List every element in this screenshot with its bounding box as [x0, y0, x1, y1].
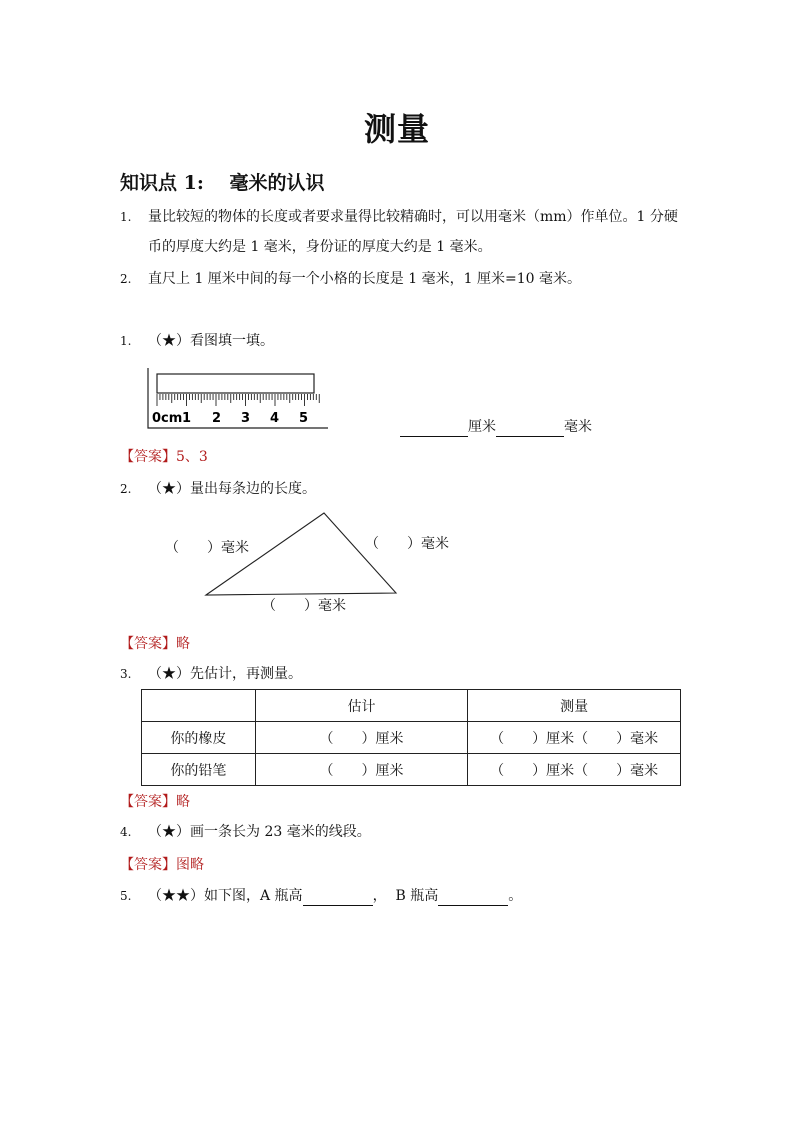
row-measure[interactable]: （ ）厘米（ ）毫米 [468, 722, 681, 754]
row-estimate[interactable]: （ ）厘米 [255, 722, 468, 754]
q2-answer: 【答案】略 [120, 636, 190, 652]
q1-number: 1. [120, 334, 132, 348]
ruler-label-2: 2 [212, 411, 222, 426]
page-title: 测量 [363, 110, 430, 148]
point-1-number: 1. [120, 210, 132, 224]
ruler-label-4: 4 [270, 411, 280, 426]
q1-unit-mm: 毫米 [564, 419, 592, 435]
table-header-row [142, 690, 681, 722]
estimate-table [141, 689, 681, 786]
q5-line [148, 886, 522, 906]
q4-number: 4. [120, 825, 132, 839]
ruler-label-5: 5 [299, 411, 309, 426]
row-item: 你的铅笔 [142, 754, 256, 786]
q1-fill-line [400, 417, 592, 437]
ruler-object-bar [157, 374, 314, 393]
q4-answer: 【答案】图略 [120, 857, 204, 873]
section-heading: 知识点 1: 毫米的认识 [120, 172, 325, 194]
q1-text: （★）看图填一填。 [148, 333, 274, 349]
point-1 [120, 207, 131, 227]
point-1-line-1: 量比较短的物体的长度或者要求量得比较精确时，可以用毫米（mm）作单位。1 分硬 [148, 209, 678, 225]
q5-number: 5. [120, 889, 132, 903]
q5-blank-a[interactable] [303, 891, 373, 906]
q1-blank-mm[interactable] [496, 422, 564, 437]
table-row [142, 722, 681, 754]
q2-number: 2. [120, 482, 132, 496]
table-header-cell [142, 690, 256, 722]
row-measure[interactable]: （ ）厘米（ ）毫米 [468, 754, 681, 786]
q5-prefix: （★★）如下图， [148, 888, 260, 904]
triangle-bottom-side-label: （ ）毫米 [262, 598, 346, 614]
q5-b-label: B 瓶高 [395, 888, 439, 904]
q4-text: （★）画一条长为 23 毫米的线段。 [148, 824, 371, 840]
q1-answer: 【答案】5、3 [120, 449, 208, 465]
q5-a-label: A 瓶高 [260, 888, 303, 904]
table-row [142, 754, 681, 786]
triangle-left-side-label: （ ）毫米 [165, 540, 249, 556]
q2-text: （★）量出每条边的长度。 [148, 481, 316, 497]
q5-separator: ， [372, 888, 387, 904]
q5-blank-b[interactable] [438, 891, 508, 906]
ruler-label-3: 3 [241, 411, 251, 426]
table-header-cell: 估计 [255, 690, 468, 722]
q3-answer: 【答案】略 [120, 794, 190, 810]
point-2-line-1: 直尺上 1 厘米中间的每一个小格的长度是 1 毫米，1 厘米=10 毫米。 [148, 271, 581, 287]
ruler-figure [140, 366, 340, 432]
q5-end: 。 [508, 888, 523, 904]
q3-text: （★）先估计，再测量。 [148, 666, 302, 682]
row-item: 你的橡皮 [142, 722, 256, 754]
triangle-right-side-label: （ ）毫米 [365, 536, 449, 552]
table-header-cell: 测量 [468, 690, 681, 722]
q1-blank-cm[interactable] [400, 422, 468, 437]
point-1-line-2: 币的厚度大约是 1 毫米，身份证的厚度大约是 1 毫米。 [148, 239, 492, 255]
row-estimate[interactable]: （ ）厘米 [255, 754, 468, 786]
ruler-label-1: 1 [182, 411, 192, 426]
point-2 [120, 269, 131, 289]
q3-number: 3. [120, 667, 132, 681]
q1-unit-cm: 厘米 [468, 419, 496, 435]
ruler-label-0: 0cm [152, 411, 183, 426]
point-2-number: 2. [120, 272, 132, 286]
ruler-ticks [157, 394, 319, 406]
